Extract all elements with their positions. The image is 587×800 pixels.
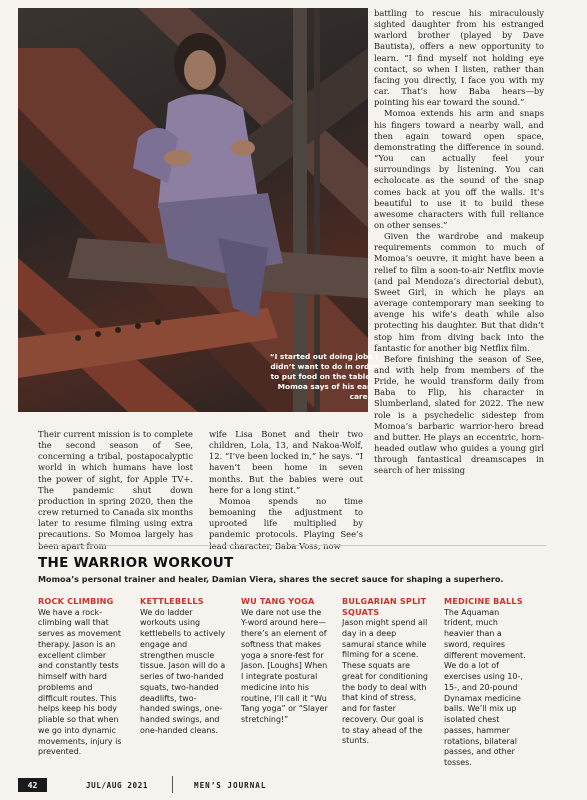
- workout-item-medicine-balls: [444, 596, 528, 769]
- paragraph: wife Lisa Bonet and their two children, Lola, 13, and Nakoa-Wolf, 12. “I’ve been locked in,” he says. “I haven’t been home in seven months. But the babies were out here for a long stint.”: [209, 429, 363, 495]
- article-column-3: [374, 8, 544, 477]
- workout-text: We dare not use the Y-word around here—there’s an element of softness that makes yoga a snore-fest for Jason. [Loughs] When I integrate postural medicine into his routine, I’ll call it “Wu Tang yoga” or “Slayer stretching!”: [241, 607, 328, 724]
- cover-photo: [18, 8, 378, 412]
- workout-heading: MEDICINE BALLS: [444, 596, 523, 606]
- paragraph: battling to rescue his miraculously sighted daughter from his estranged warlord brother (played by Dave Bautista), offers a new opportunity to learn. “I find myself not holding eye contact, so when I listen, rather than facing you directly, I face you with my car. That’s how Baba hears—by pointing his ear toward the sound.”: [374, 8, 544, 108]
- workout-heading: ROCK CLIMBING: [38, 596, 114, 606]
- paragraph: Momoa spends no time bemoaning the adjustment to uprooted life multiplied by pandemic protocols. Playing See’s: [209, 495, 363, 540]
- workout-item-bulgarian-split-squats: [342, 596, 428, 747]
- workout-item-kettlebells: [140, 596, 226, 737]
- paragraph: Before finishing the season of See, and with help from members of the Pride, he would transform daily from Baba to Flip, his character in Slumberland, slated for 2022. The new role is a psychedelic sidestep from Momoa’s barbaric warrior-hero bread and butter. He plays an eccentric, horn-headed outlaw who guides a young girl through fantastical dreamscapes in search of her missing: [374, 353, 544, 476]
- workout-text: The Aquaman trident, much heavier than a sword, requires different movement. We do a lot of exercises using 10-, 15-, and 20-pound Dynamax medicine balls. We’ll mix up isolated chest passes, hammer rotations, bilateral passes, and other tosses.: [444, 607, 526, 767]
- footer-divider: [172, 776, 173, 793]
- magazine-name: MEN’S JOURNAL: [194, 781, 267, 790]
- workout-item-wu-tang-yoga: [241, 596, 329, 726]
- article-column-2: [209, 429, 363, 552]
- sidebar-subtitle: Momoa’s personal trainer and healer, Damian Viera, shares the secret sauce for shaping a superhero.: [38, 574, 504, 584]
- photo-caption: “I started out doing jobs I didn’t want to do in order to put food on the table,” Momoa says of his early career.: [269, 352, 378, 401]
- article-column-1: [38, 429, 193, 552]
- sidebar-title: THE WARRIOR WORKOUT: [38, 555, 234, 571]
- workout-text: We have a rock-climbing wall that serves as movement therapy. Jason is an excellent climber and constantly tests himself with hard problems and difficult routes. This helps keep his body pliable so that when we go into dynamic movements, injury is prevented.: [38, 607, 122, 757]
- workout-heading: BULGARIAN SPLIT SQUATS: [342, 596, 427, 617]
- issue-date: JUL/AUG 2021: [86, 781, 149, 790]
- paragraph: Momoa extends his arm and snaps his fingers toward a nearby wall, and then again toward open space, demonstrating the difference in sound. “You can actually feel your surroundings by listening. You can echolocate as the sound of the snap comes back at you off the walls. It’s beautiful to use it to build these awesome characters with full reliance on other senses.”: [374, 108, 544, 230]
- workout-text: Jason might spend all day in a deep samurai stance while filming for a scene. These squats are great for conditioning the body to deal with that kind of stress, and for faster recovery. Our goal is to stay ahead of the stunts.: [342, 618, 428, 746]
- workout-heading: KETTLEBELLS: [140, 596, 204, 606]
- section-divider: [38, 545, 546, 546]
- paragraph: Their current mission is to complete the second season of See, concerning a tribal, postapocalyptic world in which humans have lost the power of sight, for Apple TV+. The pandemic shut down production in spring 2020, then the crew returned to Canada six months later to resume filming using extra precautions. So Momoa largely has: [38, 429, 193, 540]
- page-number: 42: [18, 778, 47, 792]
- workout-text: We do ladder workouts using kettlebells to actively engage and strengthen muscle tissue. Jason will do a series of two-handed squats, two-handed deadlifts, two-handed swings, one-handed swings, and one-handed cleans.: [140, 607, 226, 735]
- workout-item-rock-climbing: [38, 596, 122, 758]
- workout-heading: WU TANG YOGA: [241, 596, 315, 606]
- paragraph: Given the wardrobe and makeup requirements common to much of Momoa’s oeuvre, it might have been a relief to film a soon-to-air Netflix movie (and pal Mendoza’s directorial debut), Sweet Girl, in which he plays an average contemporary man seeking to avenge his wife’s death while also protecting his daughter. But that didn’t stop him from diving back into the fantastic for another big Netflix film.: [374, 231, 544, 353]
